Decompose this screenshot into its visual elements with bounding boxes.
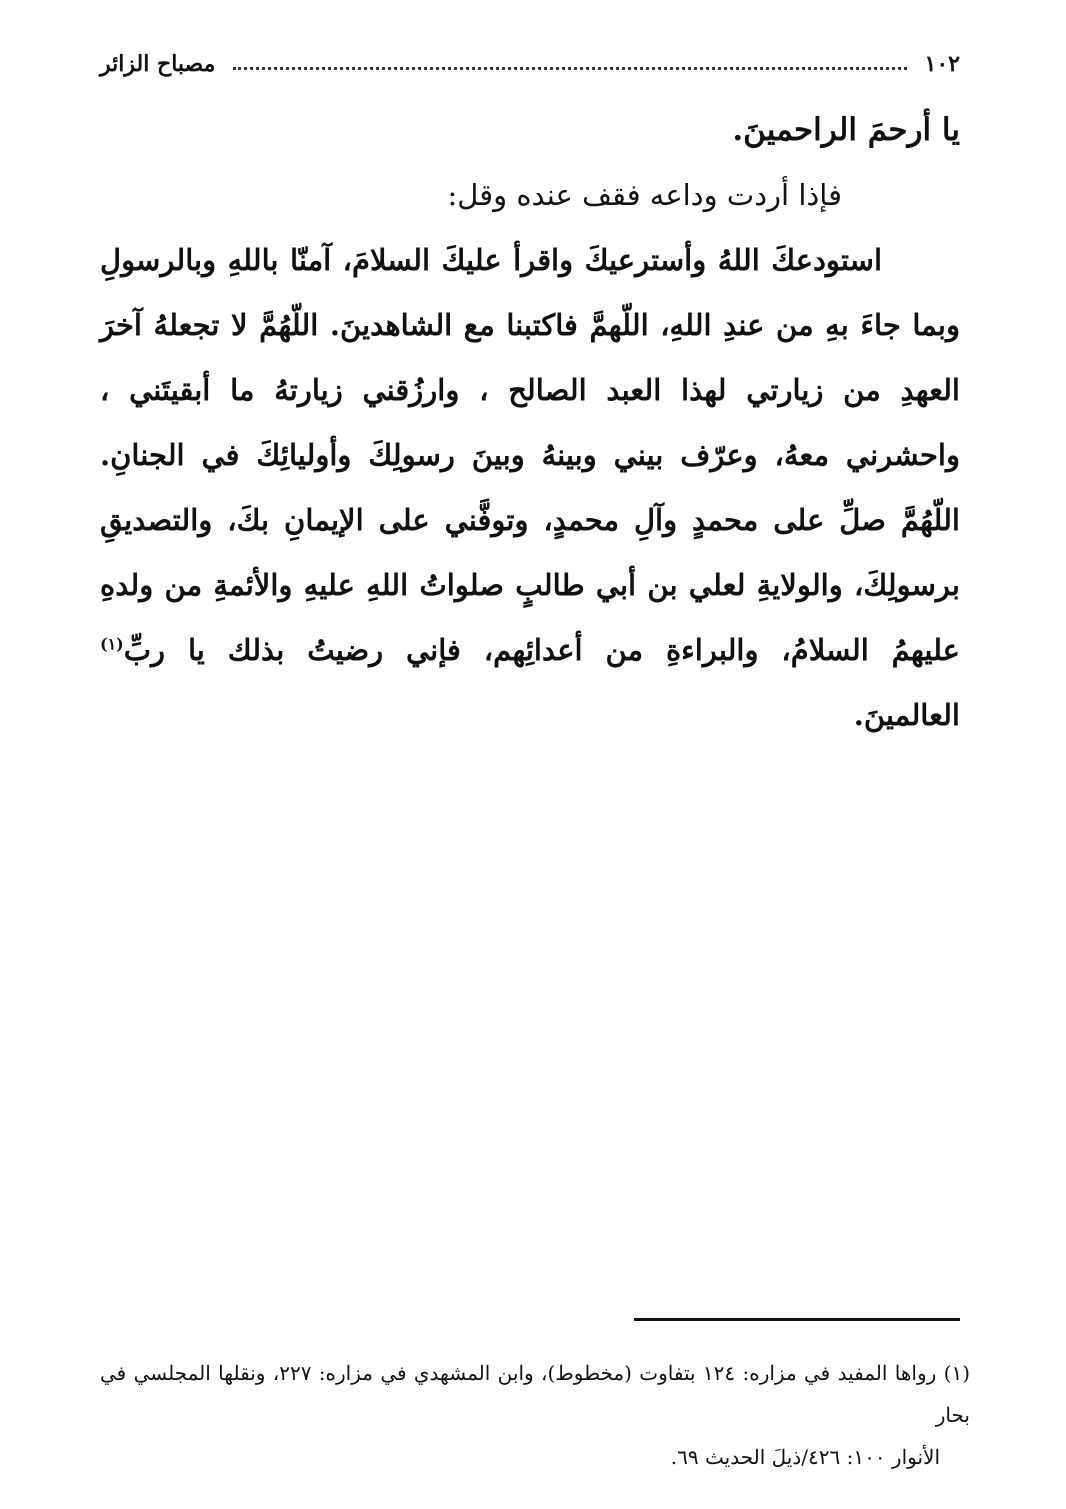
main-text bbox=[100, 98, 960, 748]
prayer-text: استودعكَ اللهُ وأسترعيكَ واقرأ عليكَ السلامَ، آمنّا باللهِ وبالرسولِ وبما جاءَ بهِ من عندِ اللهِ، اللّهمَّ فاكتبنا مع الشاهدينَ. اللّهُمَّ لا تجعلهُ آخرَ العهدِ من زيارتي لهذا العبد الصالح ، وارزُقني زيارتهُ ما أبقيتَني ، واحشرني معهُ، وعرّف بيني وبينهُ وبينَ رسولِكَ وأوليائِكَ في الجنانِ. اللّهُمَّ صلِّ على محمدٍ وآلِ محمدٍ، وتوفَّني على الإيمانِ بكَ، والتصديقِ برسولِكَ، والولايةِ لعلي بن أبي طالبٍ صلواتُ اللهِ عليهِ والأئمةِ من ولدهِ عليهمُ السلامُ، والبراءةِ من أعدائِهم، فإني رضيتُ بذلك يا ربِّ bbox=[100, 243, 960, 667]
running-header bbox=[100, 44, 960, 84]
page-number: ١٠٢ bbox=[924, 51, 960, 77]
dotted-leader bbox=[233, 67, 906, 70]
footnotes bbox=[100, 1352, 970, 1478]
book-title: مصباح الزائر bbox=[100, 51, 216, 77]
footnote-reference-1[interactable]: (١) bbox=[100, 634, 124, 654]
footnote-separator bbox=[634, 1318, 960, 1321]
footnote-1-line-1: (١) رواها المفيد في مزاره: ١٢٤ بتفاوت (مخطوط)، وابن المشهدي في مزاره: ٢٢٧، ونقلها المجلسي في بحار bbox=[100, 1361, 970, 1427]
prayer-ending: العالمينَ. bbox=[853, 698, 960, 732]
farewell-prayer bbox=[100, 228, 960, 748]
farewell-instruction: فإذا أردت وداعه فقف عنده وقل: bbox=[447, 178, 842, 212]
closing-phrase: يا أرحمَ الراحمينَ. bbox=[732, 112, 960, 148]
footnote-1-line-2: الأنوار ١٠٠: ٤٢٦/ذيلَ الحديث ٦٩. bbox=[670, 1445, 940, 1469]
